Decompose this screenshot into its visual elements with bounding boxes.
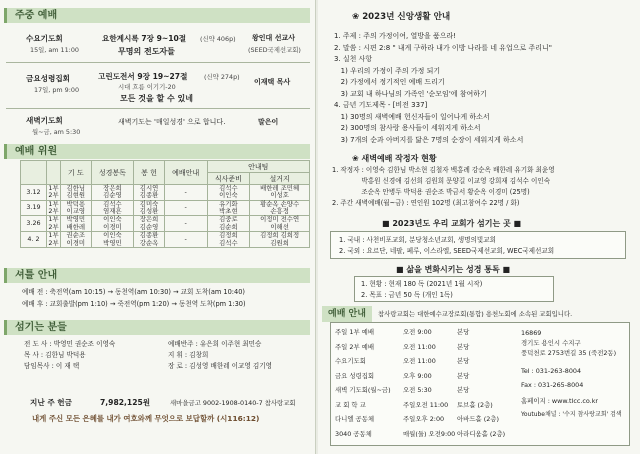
dawn-line: 1. 작정자 : 이영숙 김한님 박소현 김철자 백홍례 강순옥 배한레 유기화 최윤영 (332, 166, 555, 174)
staff-title: 섬기는 분들 (4, 320, 310, 335)
duty-cell-dish: 배한레 조민혜 이성호 (250, 185, 310, 201)
duty-cell-dish: 황순옥 손양수 손흥정 (250, 200, 310, 216)
address-zip: 16869 (521, 329, 542, 337)
duty-cell-prayer: 박덕용 이교영 (61, 200, 92, 216)
faith-item: 3. 실천 사항 (334, 55, 373, 63)
reading-line-2: 2. 목표 : 금년 50 독 (개인 1독) (361, 291, 453, 299)
duty-cell-dish: 김정희 김희정 김원희 (250, 232, 310, 248)
schedule-time: 오전 11:00 (403, 357, 436, 365)
schedule-time: 오후 9:00 (403, 371, 432, 380)
duty-cell-prayer: 김한님 김현원 (61, 185, 92, 201)
duty-cell-reading: 장은희 김순영 (91, 185, 134, 201)
worship-time-3: 월~금, am 5:30 (32, 128, 81, 136)
duty-cell-parts: 1부 2부 (48, 184, 59, 200)
schedule-place: 본당 (457, 328, 470, 336)
duty-header-offering: 봉 헌 (134, 161, 165, 185)
staff-left-3: 담임목사 : 이 재 택 (24, 362, 80, 370)
schedule-name: 교 회 학 교 (335, 400, 366, 409)
faith-item: 1) 30명의 새벽예배 헌신자들이 일어나게 하소서 (334, 112, 490, 121)
schedule-place: 아바드홀 (2층) (457, 415, 499, 423)
schedule-place: 토브홀 (2층) (457, 400, 493, 409)
duty-cell-meal: 김정희 김석수 (207, 232, 250, 248)
duty-cell-guide: - (164, 232, 207, 248)
youtube-channel[interactable]: Youtube채널 : '수지 참사랑교회' 검색 (521, 411, 622, 418)
duty-cell-offering: 김종환 강순옥 (134, 232, 165, 248)
duty-cell-date: 4. 2 (21, 232, 47, 248)
duty-cell-guide: - (164, 200, 207, 216)
duty-cell-prayer: 권순조 이경미 (61, 232, 92, 248)
phone: Tel : 031-263-8004 (521, 367, 582, 375)
staff-right-1: 예배반주 : 유은희 이주현 최민승 (168, 340, 262, 348)
duty-cell-offering: 김미숙 김성환 (134, 200, 165, 216)
address-line-2: 풍덕천로 2753번길 35 (죽전2동) (521, 349, 617, 357)
faith-item: 2) 300명의 참사랑 용사들이 세워지게 하소서 (334, 124, 481, 132)
duty-cell-reading: 김석수 염재흔 (91, 200, 134, 216)
duty-cell-offering: 장은희 김순영 (134, 216, 165, 232)
faith-item: 2. 말씀 : 시편 2:8 " 내게 구하라 내가 이방 나라를 네 유업으로 주리니" (334, 43, 552, 52)
faith-item: 2) 가정에서 정기적인 예배 드리기 (334, 78, 445, 86)
staff-right-3: 장 로 : 김성영 배한레 이교영 김기영 (168, 362, 272, 370)
schedule-name: 금요 성령집회 (335, 371, 375, 380)
staff-right-2: 지 휘 : 김창희 (168, 351, 209, 359)
duty-table (20, 160, 310, 248)
support-title: ■ 2023년도 우리 교회가 섬기는 곳 ■ (382, 219, 522, 228)
offering-account: 새마을금고 9002-1908-0140-7 참사랑교회 (170, 399, 296, 407)
duty-row (21, 232, 310, 248)
schedule-place: 본당 (457, 386, 470, 394)
duty-cell-meal: 김석수 이인숙 (207, 185, 250, 201)
faith-title: ❀ 2023년 신앙생활 안내 (352, 12, 451, 22)
duty-cell-parts: 1부 2부 (48, 199, 59, 216)
duty-cell-reading: 이인숙 박영민 (91, 232, 134, 248)
bible-verse: 내게 주신 모든 은혜를 내가 여호와께 무엇으로 보답할까 (시116:12) (32, 414, 260, 423)
shuttle-line-1: 예배 전 : 축전역(am 10:15) → 동천역(am 10:30) → 교회 도착(am 10:40) (22, 288, 245, 296)
schedule-place: 본당 (457, 371, 470, 380)
duty-cell-parts: 1부 2부 (48, 215, 59, 231)
fax: Fax : 031-265-8004 (521, 381, 584, 389)
schedule-time: 주일오후 2:00 (403, 415, 445, 423)
worship-topic-2: 모든 것을 할 수 있네 (120, 94, 193, 103)
worship-time-2: 17일, pm 9:00 (34, 86, 80, 94)
faith-item: 1. 주제 : 주의 가정이여, 열방을 품으라! (334, 32, 457, 40)
staff-left-1: 전 도 사 : 박영민 권순조 이영숙 (24, 340, 116, 348)
faith-item: 3) 7개의 순과 아버지를 닮은 7명의 순장이 세워지게 하소서 (334, 135, 524, 144)
homepage-link[interactable]: 홈페이지 : www.tlcc.co.kr (521, 397, 599, 405)
reading-line-1: 1. 현황 : 현재 180 독 (2021년 1월 시작) (361, 280, 483, 288)
schedule-name: 주일 1부 예배 (335, 328, 374, 336)
worship-topic-1: 무명의 전도자들 (118, 47, 175, 56)
duty-cell-meal: 유기화 박초현 (207, 200, 250, 216)
duty-title: 예배 위원 (4, 144, 310, 159)
offering-label: 지난 주 헌금 (30, 398, 72, 407)
reading-title: ■ 삶을 변화시키는 성경 통독 ■ (396, 265, 511, 274)
worship-speaker-sub-1: (SEED국제선교회) (248, 46, 301, 54)
worship-ref-1: (신약 406p) (200, 35, 236, 43)
duty-cell-guide: - (164, 185, 207, 201)
divider (6, 108, 310, 109)
duty-cell-prayer: 박영민 배한레 (61, 216, 92, 232)
duty-cell-reading: 이인숙 이경미 (91, 216, 134, 232)
duty-cell-dish: 이정미 전수연 이해선 (250, 216, 310, 232)
duty-cell-meal: 김중로 김순희 (207, 216, 250, 232)
worship-name-3: 새벽기도회 (26, 116, 63, 125)
schedule-time: 매월(둘) 오전9:00 (403, 429, 456, 438)
dawn-line: 박홍원 신경애 김선희 김원희 문양길 이교영 강희재 김석수 이인숙 (332, 177, 551, 185)
schedule-name: 3040 공동체 (335, 429, 372, 438)
dawn-line: 2. 주간 새벽예배(월~금) : 연인원 102명 (최고참여수 22명 / 화) (332, 199, 520, 207)
schedule-place: 본당 (457, 342, 470, 351)
worship-time-1: 15일, am 11:00 (30, 46, 79, 54)
worship-sub-2: 시대 흐름 이기기-20 (118, 83, 176, 91)
duty-header-guide: 예배안내 (164, 161, 207, 185)
duty-row (21, 185, 310, 201)
duty-subheader-meal: 식사준비 (207, 173, 250, 185)
duty-header-prayer: 기 도 (61, 161, 92, 185)
duty-cell-date: 3.12 (21, 185, 47, 201)
worship-speaker-2: 이재택 목사 (254, 78, 291, 86)
duty-cell-guide: - (164, 216, 207, 232)
duty-row (21, 216, 310, 232)
worship-sermon-1: 요한계시록 7장 9~10절 (102, 34, 187, 43)
left-page (0, 0, 316, 454)
duty-cell-date: 3.26 (21, 216, 47, 232)
dawn-line: 조순옥 안병두 박덕용 권순조 박금서 황순옥 이경미 (25명) (332, 188, 530, 196)
support-line-1: 1. 국내 : 사천비포교회, 분당청소년교회, 생명의빛교회 (339, 236, 496, 244)
worship-name-2: 금요성령집회 (26, 74, 71, 83)
worship-ref-2: (신약 274p) (204, 73, 240, 81)
denomination-note: 참사랑교회는 대한예수교장로회(통합) 용천노회에 소속된 교회입니다. (378, 310, 573, 318)
worship-sermon-2: 고린도전서 9장 19~27절 (98, 72, 188, 81)
schedule-time: 오전 5:30 (403, 386, 432, 394)
faith-item: 1) 우리의 가정이 주의 가정 되기 (334, 66, 441, 75)
schedule-place: 아라디움홀 (2층) (457, 429, 506, 438)
worship-speaker-3: 말은이 (258, 118, 279, 126)
staff-left-2: 목 사 : 김한님 박덕용 (24, 351, 86, 359)
worship-sermon-3: 새벽기도는 '매일성경' 으로 합니다. (118, 118, 226, 126)
duty-header-team: 안내팀 (207, 161, 309, 173)
shuttle-line-2: 예배 후 : 교회출발(pm 1:10) → 죽전역(pm 1:20) → 동천역 도착(pm 1:30) (22, 300, 246, 308)
duty-cell-date: 3.19 (21, 200, 47, 216)
schedule-name: 주일 2부 예배 (335, 342, 374, 351)
schedule-name: 새벽 기도회(월~금) (335, 386, 391, 394)
duty-cell-parts: 1부 2부 (48, 231, 59, 247)
schedule-time: 오전 9:00 (403, 328, 432, 336)
duty-header-reading: 성경봉독 (91, 161, 134, 185)
weekday-worship-title: 주중 예배 (4, 8, 310, 23)
schedule-time: 주일오전 11:00 (403, 400, 449, 409)
duty-cell-offering: 김시연 김종환 (134, 185, 165, 201)
schedule-place: 본당 (457, 357, 470, 365)
reading-box (354, 276, 554, 302)
duty-subheader-dish: 설거지 (250, 173, 310, 185)
worship-name-1: 수요기도회 (26, 34, 63, 43)
support-box (330, 231, 626, 259)
worship-info-tab: 예배 안내 (322, 306, 372, 322)
faith-item: 3) 교회 내 하나님의 가족인 '순모임'에 참여하기 (334, 89, 487, 98)
shuttle-title: 셔틀 안내 (4, 268, 310, 283)
schedule-time: 오전 11:00 (403, 342, 436, 351)
support-line-2: 2. 국외 : 요르단, 네팔, 페루, 이스라엘, SEED국제선교회, WEC국제선교회 (339, 247, 555, 255)
faith-item: 4. 금년 기도제목 - [비전 337] (334, 101, 428, 109)
worship-speaker-1: 왕인대 선교사 (252, 34, 296, 42)
schedule-name: 수요기도회 (335, 357, 366, 365)
dawn-title: ❀ 새벽예배 작정자 현황 (352, 154, 437, 163)
worship-info-box (330, 322, 630, 446)
schedule-name: 다니엘 공동체 (335, 415, 375, 423)
divider (6, 62, 310, 63)
duty-row (21, 200, 310, 216)
offering-amount: 7,982,125원 (100, 398, 151, 407)
address-line-1: 경기도 용인시 수지구 (521, 339, 581, 347)
